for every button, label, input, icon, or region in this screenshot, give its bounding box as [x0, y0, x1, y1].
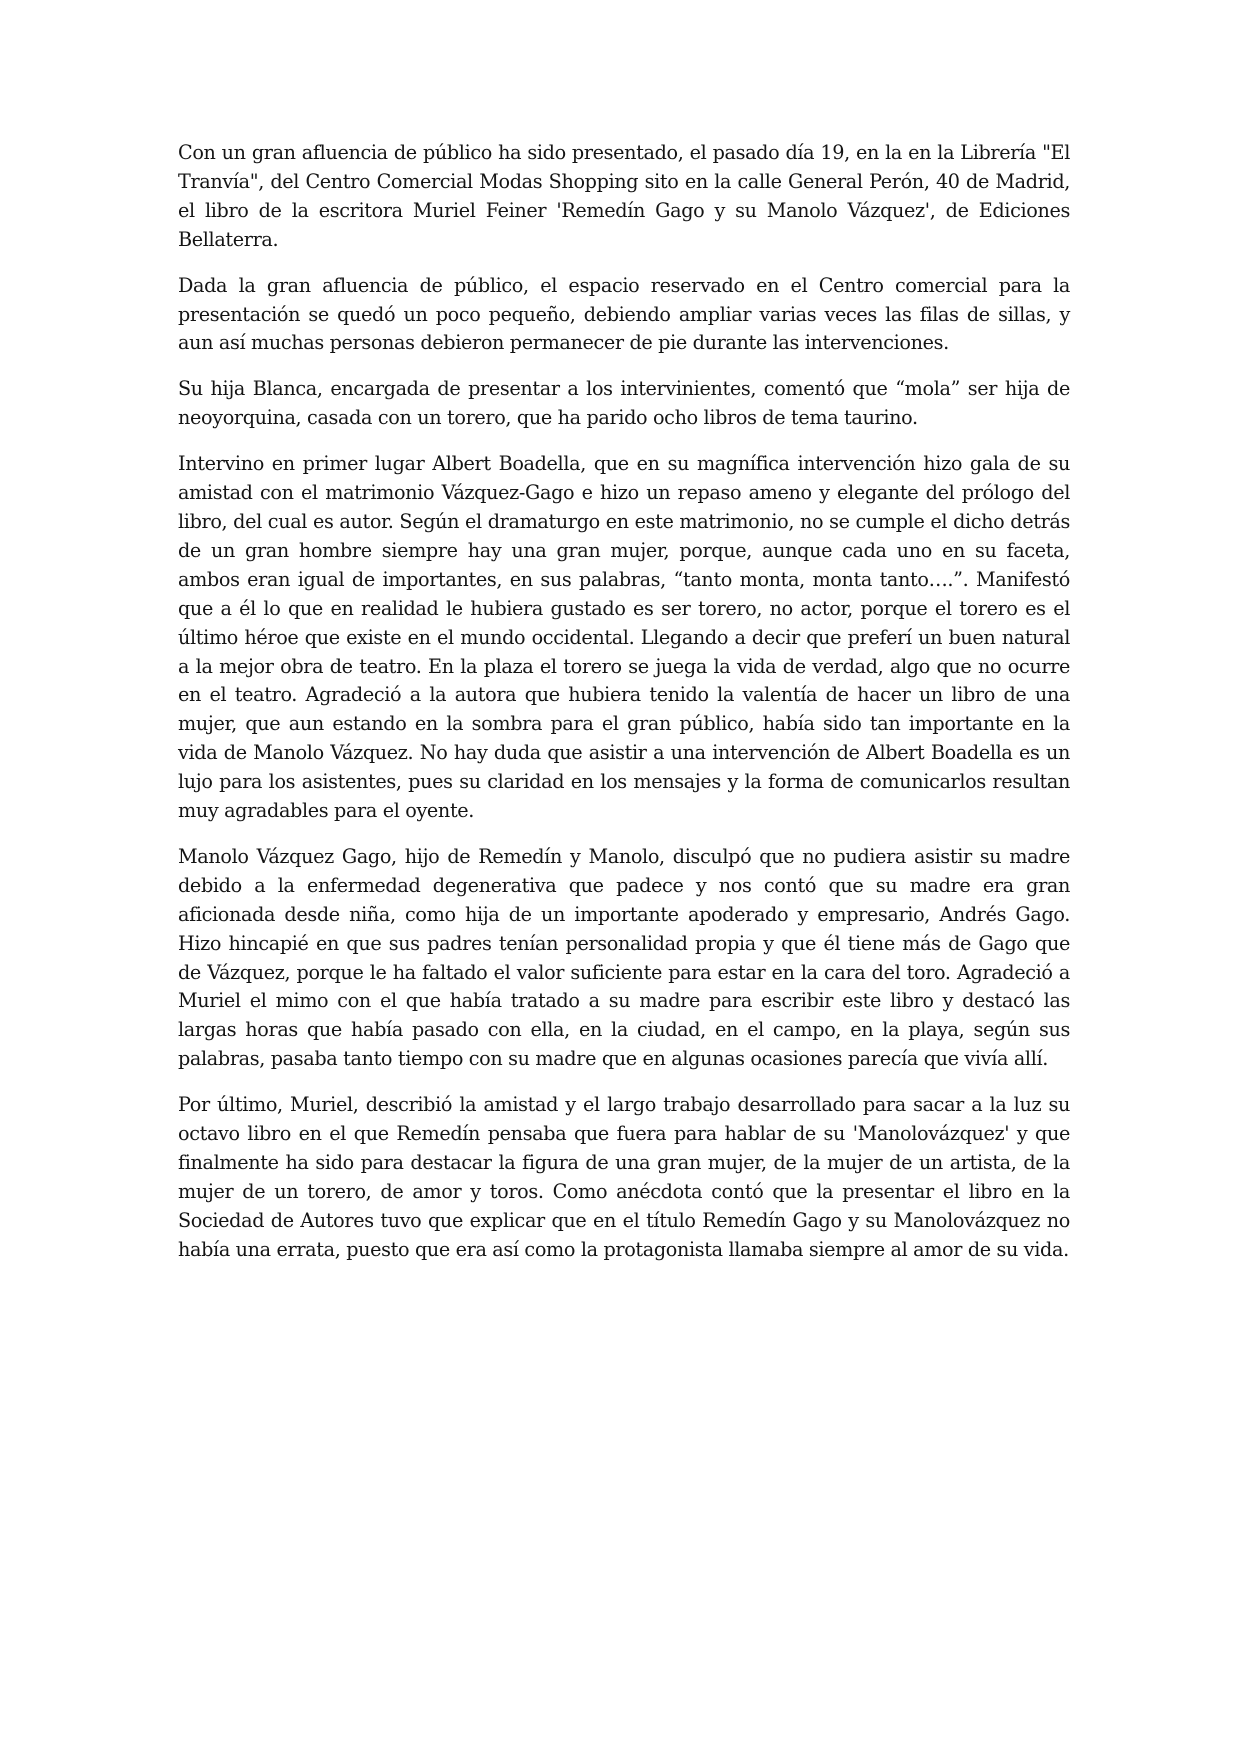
document-page [178, 139, 1070, 1265]
paragraph-blanca: Su hija Blanca, encargada de presentar a los intervinientes, comentó que “mola” ser hija de neoyorquina, casada con un torero, que ha parido ocho libros de tema taurino. [178, 377, 1070, 430]
paragraph-boadella: Intervino en primer lugar Albert Boadella, que en su magnífica intervención hizo gala de su amistad con el matrimonio Vázquez-Gago e hizo un repaso ameno y elegante del prólogo del libro, del cual es autor. Según el dramaturgo en este matrimonio, no se cumple el dicho detrás de un gran hombre siempre hay una gran mujer, porque, aunque cada uno en su faceta, ambos eran igual de importantes, en sus palabras, “tanto monta, monta tanto….”. Manifestó que a él lo que en realidad le hubiera gustado es ser torero, no actor, porque el torero es el último héroe que existe en el mundo occidental. Llegando a decir que preferí un buen natural a la mejor obra de teatro. En la plaza el torero se juega la vida de verdad, algo que no ocurre en el teatro. Agradeció a la autora que hubiera tenido la valentía de hacer un libro de una mujer, que aun estando en la sombra para el gran público, había sido tan importante en la vida de Manolo Vázquez. No hay duda que asistir a una intervención de Albert Boadella es un lujo para los asistentes, pues su claridad en los mensajes y la forma de comunicarlos resultan muy agradables para el oyente. [178, 452, 1070, 823]
paragraph-muriel: Por último, Muriel, describió la amistad y el largo trabajo desarrollado para sacar a la luz su octavo libro en el que Remedín pensaba que fuera para hablar de su 'Manolovázquez' y que finalmente ha sido para destacar la figura de una gran mujer, de la mujer de un artista, de la mujer de un torero, de amor y toros. Como anécdota contó que la presentar el libro en la Sociedad de Autores tuvo que explicar que en el título Remedín Gago y su Manolovázquez no había una errata, puesto que era así como la protagonista llamaba siempre al amor de su vida. [178, 1093, 1070, 1261]
paragraph-presentation-intro: Con un gran afluencia de público ha sido presentado, el pasado día 19, en la en la Librería "El Tranvía", del Centro Comercial Modas Shopping sito en la calle General Perón, 40 de Madrid, el libro de la escritora Muriel Feiner 'Remedín Gago y su Manolo Vázquez', de Ediciones Bellaterra. [178, 141, 1070, 251]
paragraph-audience: Dada la gran afluencia de público, el espacio reservado en el Centro comercial para la presentación se quedó un poco pequeño, debiendo ampliar varias veces las filas de sillas, y aun así muchas personas debieron permanecer de pie durante las intervenciones. [178, 273, 1070, 355]
paragraph-manolo-vazquez-gago: Manolo Vázquez Gago, hijo de Remedín y Manolo, disculpó que no pudiera asistir su madre debido a la enfermedad degenerativa que padece y nos contó que su madre era gran aficionada desde niña, como hija de un importante apoderado y empresario, Andrés Gago. Hizo hincapié en que sus padres tenían personalidad propia y que él tiene más de Gago que de Vázquez, porque le ha faltado el valor suficiente para estar en la cara del toro. Agradeció a Muriel el mimo con el que había tratado a su madre para escribir este libro y destacó las largas horas que había pasado con ella, en la ciudad, en el campo, en la playa, según sus palabras, pasaba tanto tiempo con su madre que en algunas ocasiones parecía que vivía allí. [178, 844, 1070, 1071]
